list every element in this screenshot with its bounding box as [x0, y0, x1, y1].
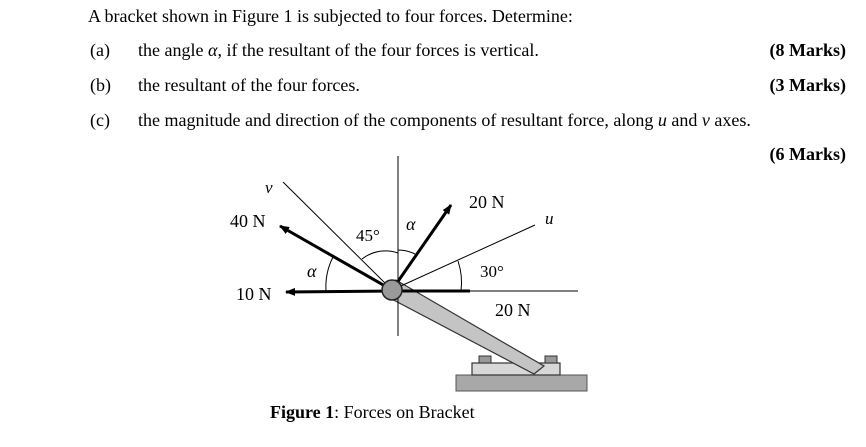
angle-alpha-left-arc [326, 257, 333, 291]
force-10n-arrow [286, 291, 392, 292]
pin-joint [382, 280, 402, 300]
bolt-left [479, 356, 491, 363]
angle-alpha-top-arc [398, 250, 415, 254]
axis-v-label: v [265, 178, 273, 197]
axis-u-label: u [545, 209, 554, 228]
alpha-left-label: α [307, 261, 317, 281]
problem-intro: A bracket shown in Figure 1 is subjected to four forces. Determine: [88, 6, 573, 26]
angle-30-label: 30° [480, 262, 504, 281]
question-a-text: the angle α, if the resultant of the four forces is vertical. [138, 40, 539, 60]
force-20n-up-arrow [392, 205, 451, 290]
force-10n-label: 10 N [236, 284, 272, 304]
question-c-marks: (6 Marks) [769, 144, 846, 164]
angle-30-arc [458, 261, 462, 291]
question-b-text: the resultant of the four forces. [138, 75, 360, 95]
angle-45-label: 45° [356, 226, 380, 245]
force-40n-label: 40 N [230, 211, 266, 231]
force-20n-right-label: 20 N [495, 300, 531, 320]
bolt-right [545, 356, 557, 363]
question-b-label: (b) [90, 75, 111, 95]
question-b-marks: (3 Marks) [769, 75, 846, 95]
alpha-top-label: α [406, 214, 416, 234]
question-a-label: (a) [90, 40, 110, 60]
question-a-marks: (8 Marks) [769, 40, 846, 60]
angle-45-arc [362, 251, 398, 259]
question-c-text: the magnitude and direction of the components of resultant force, along u and v axes. [138, 110, 751, 130]
ground-base [456, 375, 587, 391]
figure-caption: Figure 1: Forces on Bracket [270, 402, 475, 422]
bracket-arm [386, 280, 544, 374]
question-c-label: (c) [90, 110, 110, 130]
force-20n-up-label: 20 N [469, 192, 505, 212]
